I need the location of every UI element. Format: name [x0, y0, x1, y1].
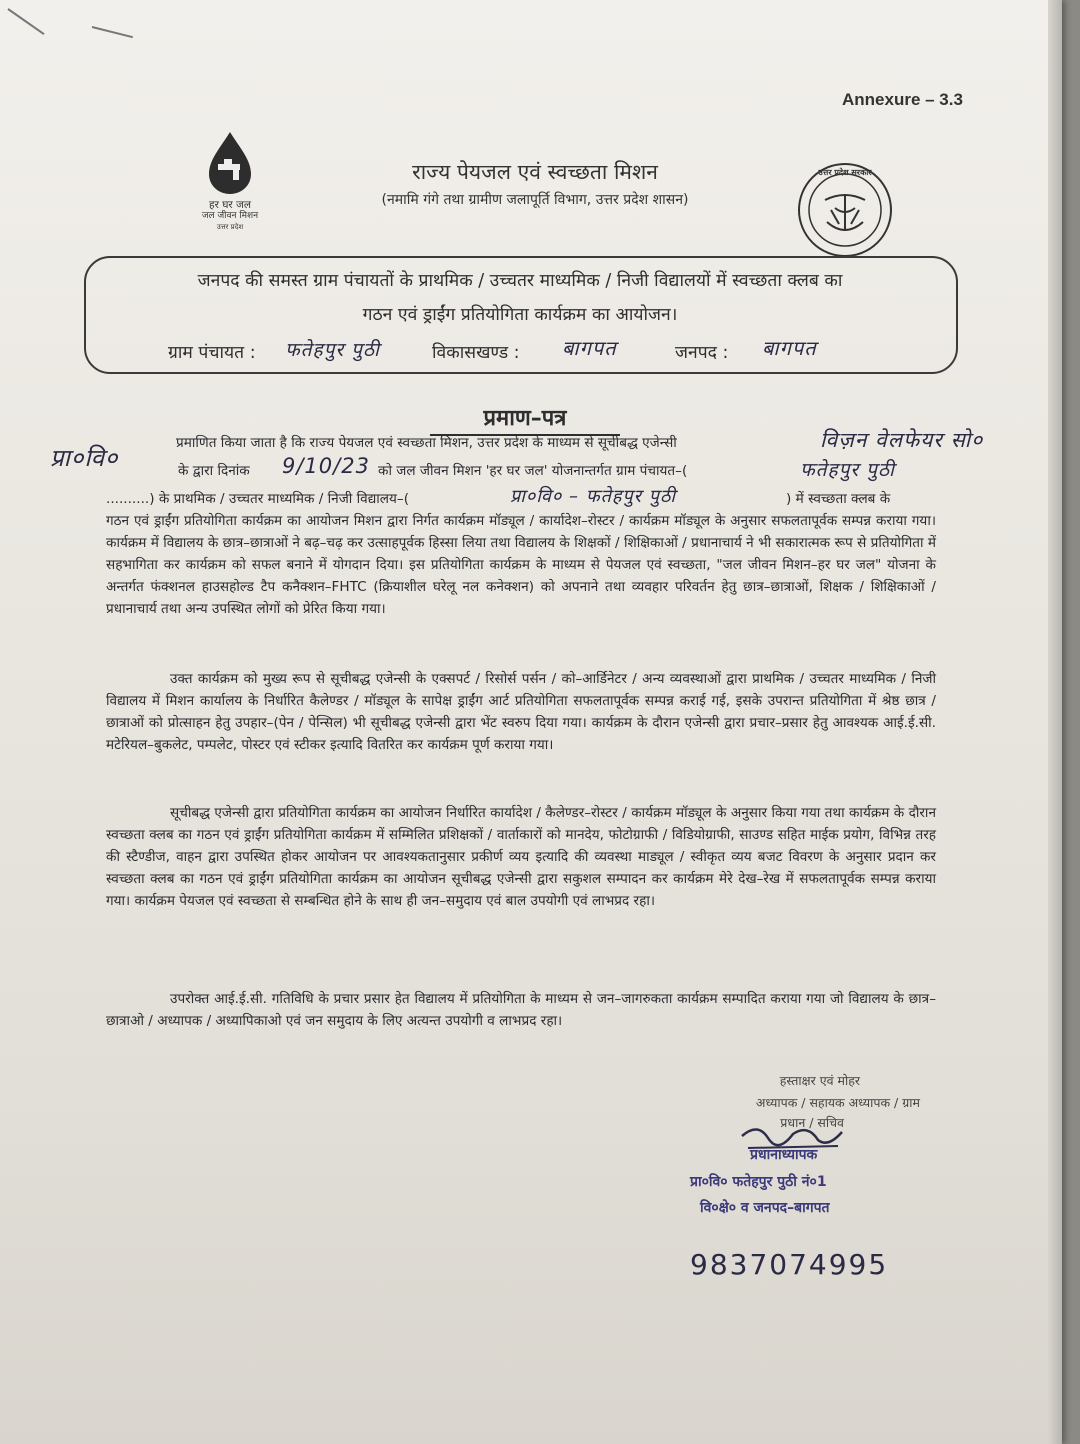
para1-line3a: ..........) के प्राथमिक / उच्चतर माध्यमिक / निजी विद्यालय–( — [106, 491, 410, 507]
para1-body: गठन एवं ड्राईंग प्रतियोगिता कार्यक्रम का आयोजन मिशन द्वारा निर्गत कार्यक्रम मॉड्यूल / कार्यादेश–रोस्टर / कार्यक्रम मॉड्यूल के अनुसार सफलतापूर्वक सम्पन्न कराया गया। कार्यक्रम में विद्यालय के छात्र–छात्राओं ने बढ़–चढ़ कर उत्साहपूर्वक हिस्सा लिया तथा विद्यालय के शिक्षकों / शिक्षिकाओं / प्रधानाचार्य ने भी सकारात्मक रूप से प्रतियोगिता में सहभागिता कर कार्यक्रम को सफल बनाने में योगदान दिया। इस प्रतियोगिता कार्यक्रम के माध्यम से पेयजल एवं स्वच्छता, "जल जीवन मिशन–हर घर जल" योजना के अन्तर्गत फंक्शनल हाउसहोल्ड टैप कनैक्शन–FHTC (क्रियाशील घरेलू नल कनेक्शन) को अपनाने तथा व्यवहार परिवर्तन हेतु छात्र–छात्राओं, शिक्षक / शिक्षिकाओं / प्रधानाचार्य तथा अन्य उपस्थित लोगों को प्रेरित किया गया। — [106, 513, 936, 617]
block-label: विकासखण्ड : — [432, 343, 520, 363]
handwritten-school: प्रा०वि० – फतेहपुर पुठी — [510, 486, 677, 507]
para1-line2b: को जल जीवन मिशन 'हर घर जल' योजनान्तर्गत ग्राम पंचायत–( — [378, 463, 688, 479]
stamp-designation: प्रधानाध्यापक — [750, 1147, 818, 1163]
organization-title: राज्य पेयजल एवं स्वच्छता मिशन — [412, 160, 658, 184]
pen-mark — [92, 26, 133, 38]
stamp-school: प्रा०वि० फतेहपुर पुठी नं०1 — [690, 1174, 827, 1190]
logo-line: जल जीवन मिशन — [201, 211, 259, 221]
water-drop-tap-icon — [185, 130, 275, 196]
para4: उपरोक्त आई.ई.सी. गतिविधि के प्रचार प्रसार हेत विद्यालय में प्रतियोगिता के माध्यम से जन–जागरुकता कार्यक्रम सम्पादित कराया गया जो विद्यालय के छात्र–छात्राओ / अध्यापक / अध्यापिकाओ एवं जन समुदाय के लिए अत्यन्त उपयोगी व लाभप्रद रहा। — [106, 991, 936, 1029]
stamp-district: वि०क्षे० व जनपद–बागपत — [700, 1200, 830, 1216]
annexure-label: Annexure – 3.3 — [842, 90, 963, 109]
logo-line: हर घर जल — [209, 199, 251, 211]
district-label: जनपद : — [675, 343, 729, 363]
organization-subtitle: (नमामि गंगे तथा ग्रामीण जलापूर्ति विभाग, उत्तर प्रदेश शासन) — [381, 192, 689, 208]
signature-label: हस्ताक्षर एवं मोहर — [779, 1073, 860, 1088]
para1-line3b: ) में स्वच्छता क्लब के — [786, 491, 891, 507]
har-ghar-jal-logo — [185, 130, 275, 240]
block-value: बागपत — [562, 336, 617, 360]
gram-panchayat-value: फतेहपुर पुठी — [285, 339, 380, 361]
handwritten-agency: विज़न वेलफेयर सो० — [820, 428, 984, 452]
subject-line-2: गठन एवं ड्राईंग प्रतियोगिता कार्यक्रम का आयोजन। — [362, 305, 678, 325]
handwritten-village: फतेहपुर पुठी — [800, 459, 895, 481]
district-value: बागपत — [762, 336, 817, 360]
page-fold-edge — [1048, 0, 1062, 1444]
signature-designation: अध्यापक / सहायक अध्यापक / ग्राम — [755, 1095, 920, 1110]
para2: उक्त कार्यक्रम को मुख्य रूप से सूचीबद्ध एजेन्सी के एक्सपर्ट / रिसोर्स पर्सन / को–आर्डिनेटर / अन्य व्यवस्थाओं द्वारा प्राथमिक / उच्चतर माध्यमिक / निजी विद्यालय में मिशन कार्यालय के निर्धारित कैलेण्डर / मॉड्यूल के सापेक्ष ड्राईंग आर्ट प्रतियोगिता सफलतापूर्वक सम्पन्न कराई गई, इसके उपरान्त प्रतियोगिता में श्रेष्ठ छात्र / छात्राओं को प्रोत्साहन हेतु उपहार–(पेन / पेन्सिल) भी सूचीबद्ध एजेन्सी द्वारा भेंट स्वरुप दिया गया। कार्यक्रम के दौरान एजेन्सी द्वारा प्रचार–प्रसार हेतु आवश्यक आई.ई.सी. मटेरियल–बुकलेट, पम्पलेट, पोस्टर एवं स्टीकर इत्यादि वितरित कर कार्यक्रम पूर्ण कराया गया। — [106, 671, 936, 753]
handwritten-school-code: प्रा०वि० — [50, 444, 119, 472]
up-government-emblem — [795, 160, 895, 260]
para1-line2a: के द्वारा दिनांक — [178, 463, 250, 479]
handwritten-phone-number: 9837074995 — [690, 1248, 889, 1281]
signature-designation-2: प्रधान / सचिव — [780, 1115, 844, 1130]
para3: सूचीबद्ध एजेन्सी द्वारा प्रतियोगिता कार्यक्रम का आयोजन निर्धारित कार्यादेश / कैलेण्डर–रोस्टर / कार्यक्रम मॉड्यूल के अनुसार किया गया तथा कार्यक्रम के दौरान स्वच्छता क्लब का गठन एवं ड्राईंग प्रतियोगिता कार्यक्रम में सम्मिलित प्रशिक्षकों / वार्ताकारों को मानदेय, फोटोग्राफी / विडियोग्राफी, साउण्ड सहित माईक प्रयोग, विभिन्न तरह की स्टैण्डीज, वाहन द्वारा उपस्थित होकर आयोजन पर आवश्यकतानुसार प्रकीर्ण व्यय इत्यादि की व्यवस्था माड्यूल / स्वीकृत व्यय बजट विवरण के अनुसार प्रदान कर स्वच्छता क्लब का गठन एवं ड्राईंग प्रतियोगिता कार्यक्रम का आयोजन सूचीबद्ध एजेन्सी द्वारा सकुशल सम्पादन कर कार्यक्रम मेरे देख–रेख में सफलतापूर्वक सम्पन्न कराया गया। कार्यक्रम पेयजल एवं स्वच्छता से सम्बन्धित होने के साथ ही जन–समुदाय एवं बाल उपयोगी एवं लाभप्रद रहा। — [106, 805, 936, 909]
pen-mark — [7, 8, 44, 35]
gram-panchayat-label: ग्राम पंचायत : — [168, 343, 256, 363]
subject-line-1: जनपद की समस्त ग्राम पंचायतों के प्राथमिक / उच्चतर माध्यमिक / निजी विद्यालयों में स्वच्छता क्लब का — [197, 271, 843, 291]
certificate-title: प्रमाण–पत्र — [430, 402, 620, 436]
handwritten-date: 9/10/23 — [282, 454, 370, 478]
logo-line: उत्तर प्रदेश — [216, 223, 244, 231]
para1-line1: प्रमाणित किया जाता है कि राज्य पेयजल एवं स्वच्छता मिशन, उत्तर प्रदेश के माध्यम से सूचीबद्ध एजेन्सी — [176, 435, 677, 451]
emblem-ring-text: उत्तर प्रदेश सरकार — [818, 168, 872, 177]
